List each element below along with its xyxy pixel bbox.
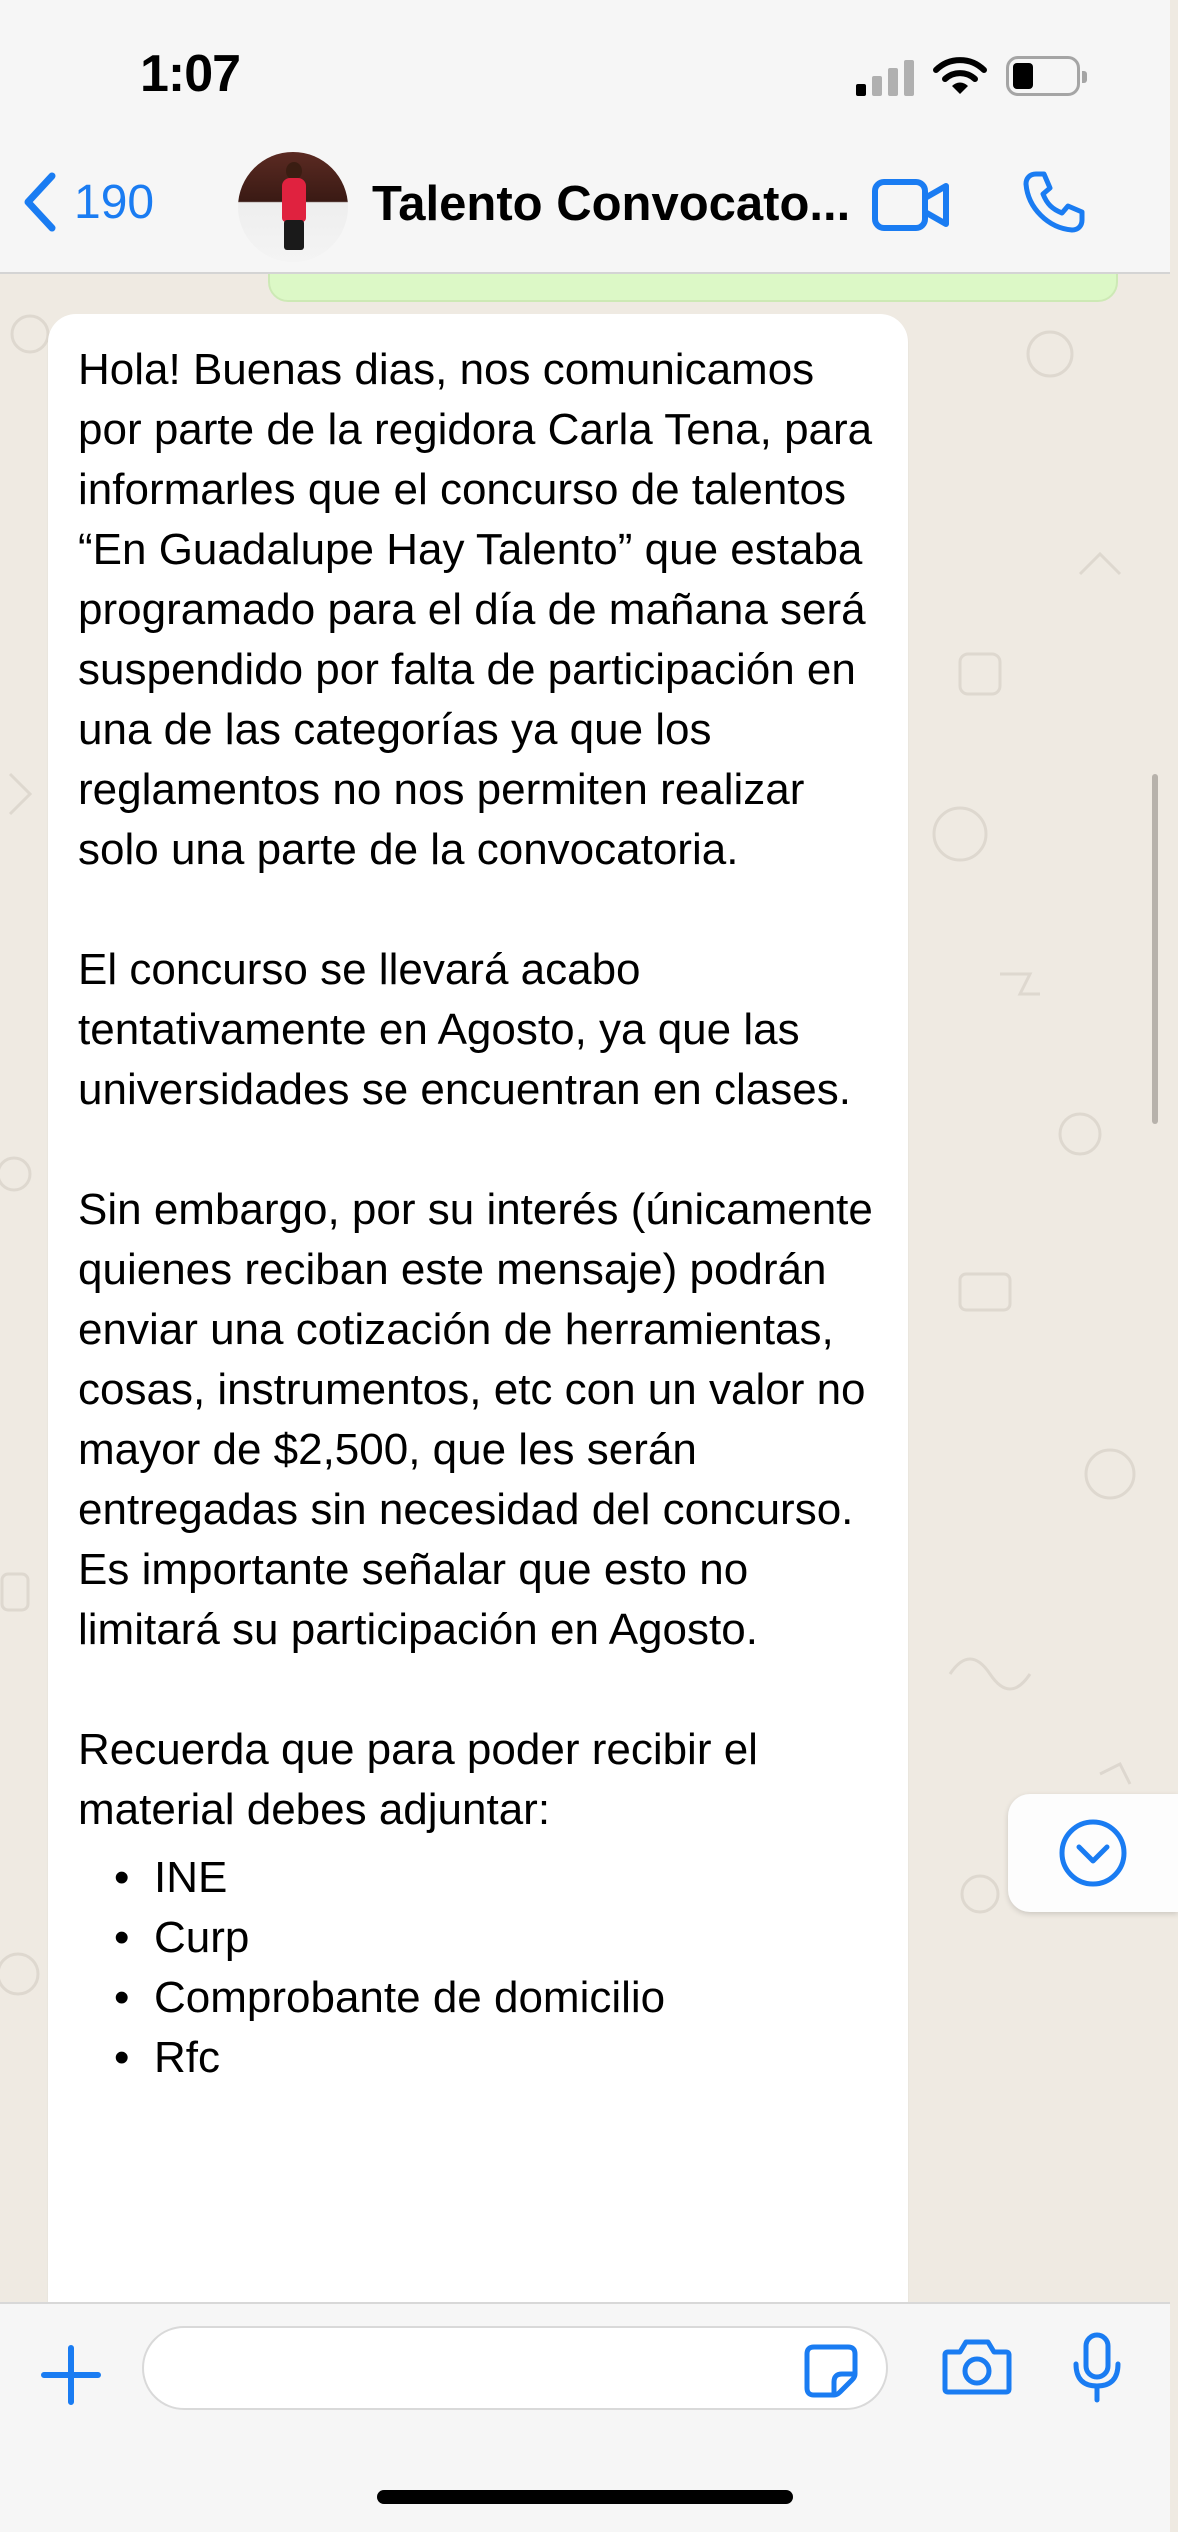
avatar[interactable] — [238, 152, 348, 262]
chat-area[interactable] — [0, 274, 1170, 2302]
phone-call-icon — [1022, 170, 1086, 234]
phone-call-button[interactable] — [1022, 170, 1086, 239]
chevron-left-icon — [20, 172, 58, 232]
microphone-button[interactable] — [1072, 2332, 1122, 2409]
message-paragraph: Recuerda que para poder recibir el material debes adjuntar: — [78, 1725, 758, 1834]
chat-title[interactable]: Talento Convocato... — [372, 177, 851, 231]
sticker-icon — [804, 2344, 858, 2398]
wifi-icon — [934, 56, 986, 101]
plus-icon — [38, 2342, 104, 2408]
message-paragraph: Sin embargo, por su interés (únicamente quienes reciban este mensaje) podrán enviar una cotización de herramientas, cosas, instrumentos, etc con un valor no mayor de $2,500, que les serán entregadas sin necesidad del concurso. Es importante señalar que esto no limitará su participación en Agosto. — [78, 1185, 873, 1654]
video-call-button[interactable] — [872, 178, 950, 237]
message-input[interactable] — [174, 2342, 774, 2398]
unread-count: 190 — [74, 175, 155, 229]
list-item: • Comprobante de domicilio — [78, 1968, 878, 2028]
microphone-icon — [1072, 2332, 1122, 2404]
home-indicator[interactable] — [377, 2490, 793, 2504]
attach-button[interactable] — [38, 2342, 104, 2413]
message-bubble[interactable] — [48, 314, 908, 2354]
message-field[interactable] — [142, 2326, 888, 2410]
battery-icon — [1006, 56, 1080, 96]
video-call-icon — [872, 178, 950, 232]
list-item: • Curp — [78, 1908, 878, 1968]
back-button[interactable] — [20, 172, 154, 232]
list-item: • Rfc — [78, 2028, 878, 2088]
message-paragraph: El concurso se llevará acabo tentativamente en Agosto, ya que las universidades se encuentran en clases. — [78, 945, 851, 1114]
requirements-list — [78, 1848, 878, 2088]
camera-icon — [942, 2338, 1012, 2396]
scrollbar[interactable] — [1152, 774, 1158, 1124]
cellular-signal-icon — [856, 60, 916, 96]
camera-button[interactable] — [942, 2338, 1012, 2401]
scroll-down-button[interactable] — [1008, 1794, 1178, 1912]
sticker-button[interactable] — [804, 2344, 858, 2403]
top-bar — [0, 0, 1170, 274]
message-paragraph: Hola! Buenas dias, nos comunicamos por parte de la regidora Carla Tena, para informarles que el concurso de talentos “En Guadalupe Hay Talento” que estaba programado para el día de mañana será suspendido por falta de participación en una de las categorías ya que los reglamentos no nos permiten realizar solo una parte de la convocatoria. — [78, 345, 873, 874]
status-time: 1:07 — [140, 45, 241, 103]
list-item: • INE — [78, 1848, 878, 1908]
scroll-down-icon — [1057, 1817, 1129, 1889]
